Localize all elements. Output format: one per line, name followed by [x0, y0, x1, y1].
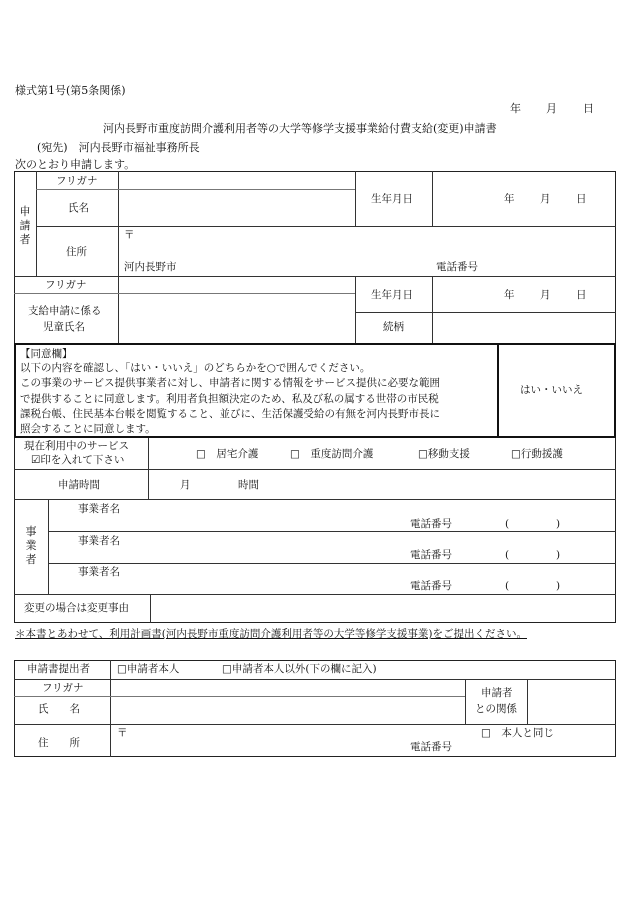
child-birth-month: 月 [540, 289, 551, 301]
applicant-city: 河内長野市 [124, 261, 177, 273]
provider-3-phone-label: 電話番号 [410, 580, 452, 592]
hours-month: 月 [180, 479, 191, 491]
service-option-severe-visit-care[interactable]: □ 重度訪問介護 [290, 448, 374, 460]
consent-line-2: この事業のサービス提供事業者に対し、申請者に関する情報をサービス提供に必要な範囲 [20, 377, 440, 389]
form-title: 河内長野市重度訪問介護利用者等の大学等修学支援事業給付費支給(変更)申請書 [103, 122, 497, 135]
hours-label: 申請時間 [58, 479, 100, 491]
child-name-label-1: 支給申請に係る [28, 305, 102, 317]
applicant-postal-mark: 〒 [124, 229, 135, 241]
applicant-phone-label: 電話番号 [436, 261, 478, 273]
provider-3-paren-close: ) [556, 580, 561, 592]
provider-1-phone-label: 電話番号 [410, 518, 452, 530]
submitter-phone-label: 電話番号 [410, 741, 452, 753]
consent-line-5: 照会することに同意します。 [20, 423, 156, 435]
applicant-birth-day: 日 [576, 193, 587, 205]
applicant-birth-label: 生年月日 [371, 193, 413, 205]
services-label-1: 現在利用中のサービス [24, 440, 129, 452]
intro-text: 次のとおり申請します。 [15, 158, 136, 171]
child-birth-year: 年 [504, 289, 515, 301]
providers-section-label: 事業者 [25, 525, 37, 566]
change-reason-label: 変更の場合は変更事由 [24, 602, 129, 614]
submitter-address-label: 住 所 [38, 737, 80, 749]
submitter-relation-label-2: との関係 [475, 703, 517, 715]
applicant-birth-month: 月 [540, 193, 551, 205]
provider-3-paren-open: ( [505, 580, 510, 592]
provider-2-paren-open: ( [505, 549, 510, 561]
submitter-option-self[interactable]: □申請者本人 [117, 663, 180, 675]
date-day: 日 [583, 102, 594, 115]
submitter-furigana-label: フリガナ [42, 682, 84, 694]
applicant-section-label: 申請者 [19, 205, 31, 246]
addressee: (宛先) 河内長野市福祉事務所長 [37, 141, 200, 154]
date-year: 年 [510, 102, 521, 115]
submitter-relation-label-1: 申請者 [481, 687, 513, 699]
applicant-furigana-label: フリガナ [56, 175, 98, 187]
submitter-same-as-applicant[interactable]: □ 本人と同じ [481, 727, 554, 739]
provider-2-phone-label: 電話番号 [410, 549, 452, 561]
services-label-2: ☑印を入れて下さい [31, 454, 125, 466]
submitter-option-other[interactable]: □申請者本人以外(下の欄に記入) [222, 663, 377, 675]
child-name-label-2: 児童氏名 [43, 321, 85, 333]
provider-1-name-label: 事業者名 [78, 503, 120, 515]
child-birth-day: 日 [576, 289, 587, 301]
provider-2-name-label: 事業者名 [78, 535, 120, 547]
submitter-postal-mark: 〒 [117, 727, 128, 739]
provider-1-paren-close: ) [556, 518, 561, 530]
service-option-mobility-support[interactable]: □移動支援 [418, 448, 470, 460]
provider-1-paren-open: ( [505, 518, 510, 530]
applicant-name-label: 氏名 [68, 202, 89, 214]
service-option-home-care[interactable]: □ 居宅介護 [196, 448, 259, 460]
consent-answer[interactable]: はい・いいえ [520, 384, 583, 396]
child-relation-label: 続柄 [383, 321, 404, 333]
submitter-label: 申請書提出者 [27, 663, 90, 675]
child-birth-label: 生年月日 [371, 289, 413, 301]
child-furigana-label: フリガナ [45, 279, 87, 291]
provider-2-paren-close: ) [556, 549, 561, 561]
form-number: 様式第1号(第5条関係) [15, 84, 126, 97]
provider-3-name-label: 事業者名 [78, 566, 120, 578]
hours-hours: 時間 [238, 479, 259, 491]
consent-line-1: 以下の内容を確認し、「はい・いいえ」のどちらかを○で囲んでください。 [20, 362, 371, 374]
applicant-birth-year: 年 [504, 193, 515, 205]
consent-line-4: 課税台帳、住民基本台帳を閲覧すること、並びに、生活保護受給の有無を河内長野市長に [20, 408, 440, 420]
consent-heading: 【同意欄】 [20, 348, 73, 360]
date-month: 月 [546, 102, 557, 115]
consent-line-3: で提供することに同意します。利用者負担額決定のため、私及び私の属する世帯の市民税 [20, 393, 439, 405]
submitter-name-label: 氏 名 [38, 703, 80, 715]
service-option-behavior-support[interactable]: □行動援護 [511, 448, 563, 460]
applicant-address-label: 住所 [66, 246, 87, 258]
submission-note: ＊本書とあわせて、利用計画書(河内長野市重度訪問介護利用者等の大学等修学支援事業)をご提出ください。 [15, 628, 527, 640]
